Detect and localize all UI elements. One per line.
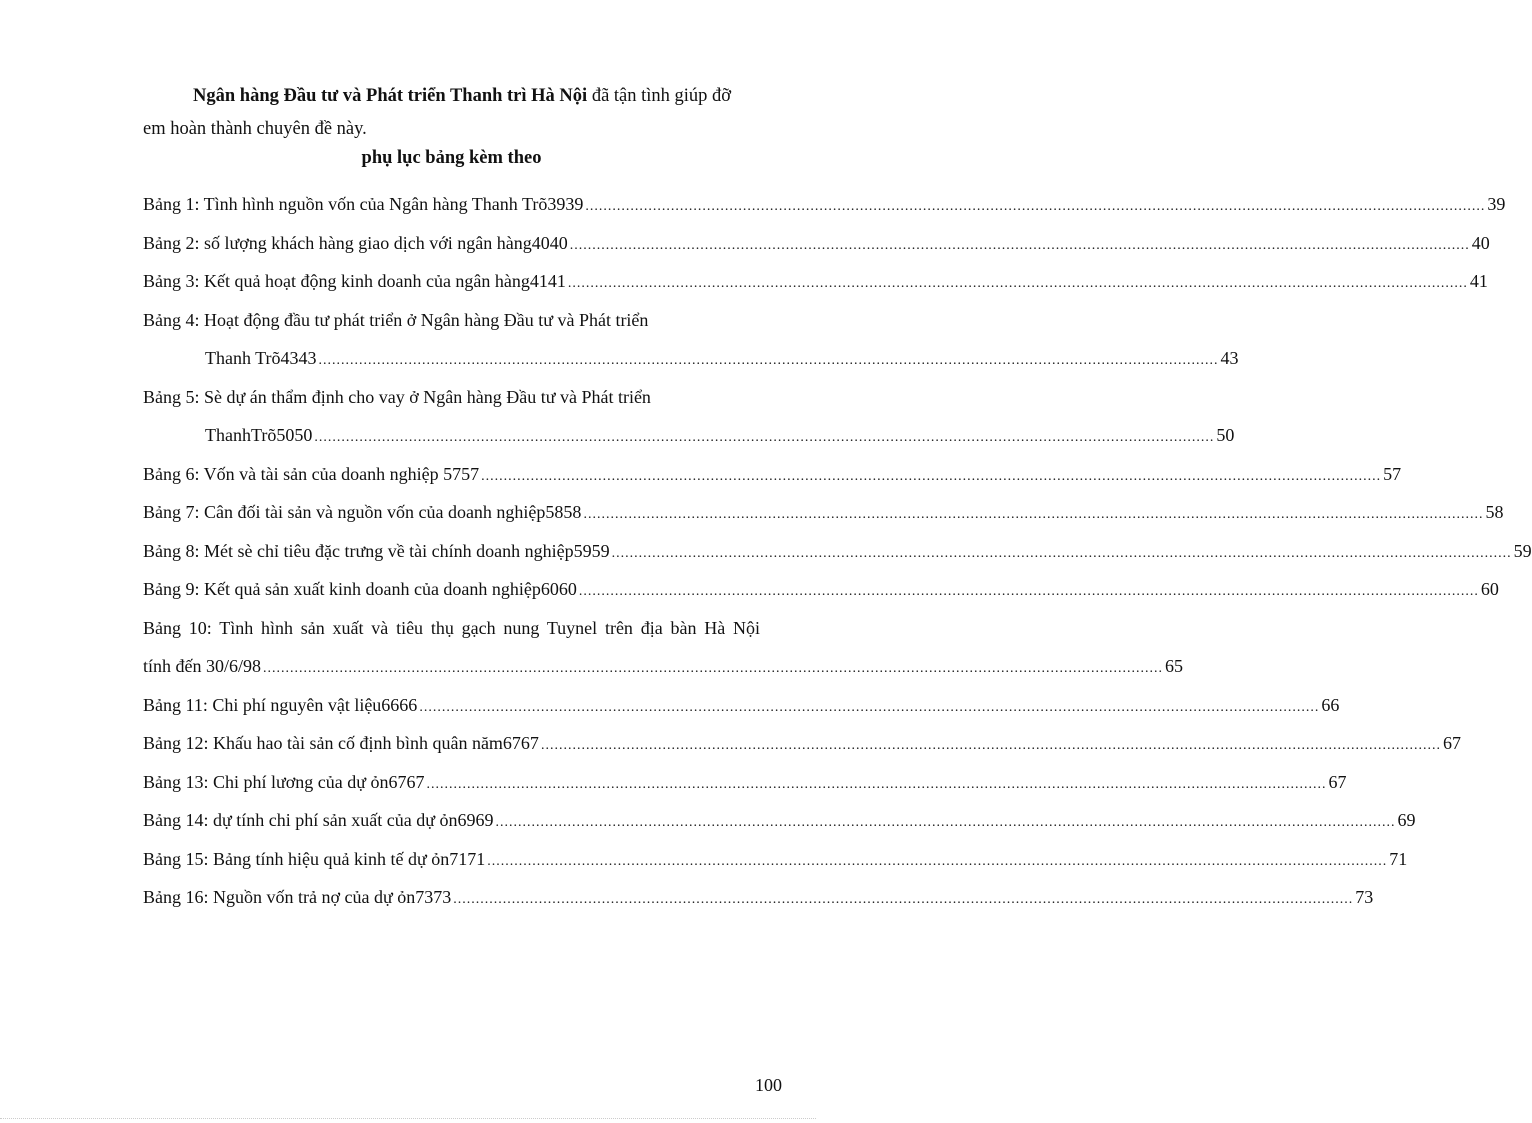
table-list-item-page: 50 [1216, 425, 1235, 445]
table-list-item [143, 339, 1239, 378]
table-list-item [143, 224, 1490, 263]
table-list-item [143, 763, 1347, 802]
table-list-item-page: 43 [1220, 348, 1239, 368]
table-list-item-label: Bảng 10: Tình hình sản xuất và tiêu thụ gạch nung Tuynel trên địa bàn Hà Nội [143, 617, 760, 638]
table-list-item-label: Bảng 13: Chi phí lương của dự ỏn6767 [143, 771, 425, 792]
leader-dots: ........................................................................................................................................................................................................ [263, 661, 1163, 676]
table-list-item-page: 66 [1321, 694, 1340, 715]
table-list-item-label: Bảng 15: Bảng tính hiệu quả kinh tế dự ỏn7171 [143, 848, 486, 869]
table-list-item-page: 39 [1487, 194, 1506, 214]
table-list-item [143, 686, 1340, 725]
leader-dots: ........................................................................................................................................................................................................ [578, 584, 1479, 599]
page-number: 100 [755, 1075, 782, 1095]
table-list-item-page: 59 [1513, 540, 1532, 561]
table-list-item-label: ThanhTrõ5050 [205, 425, 313, 445]
leader-dots: ........................................................................................................................................................................................................ [585, 199, 1486, 214]
table-list-item-label: Bảng 8: Mét sè chỉ tiêu đặc trưng về tài chính doanh nghiệp5959 [143, 540, 610, 561]
table-list-item [143, 878, 1374, 917]
leader-dots: ........................................................................................................................................................................................................ [569, 237, 1470, 253]
leader-dots: ........................................................................................................................................................................................................ [314, 430, 1215, 445]
table-list-item [143, 416, 1235, 455]
table-list-item-page: 40 [1471, 232, 1490, 253]
table-list-item-label: Bảng 16: Nguồn vốn trả nợ của dự ỏn7373 [143, 887, 452, 907]
table-list-item [143, 455, 1402, 494]
intro-line-1 [143, 80, 760, 113]
leader-dots: ........................................................................................................................................................................................................ [611, 545, 1512, 561]
leader-dots: ........................................................................................................................................................................................................ [318, 353, 1219, 368]
leader-dots: ........................................................................................................................................................................................................ [495, 815, 1396, 830]
table-list-item-label: Thanh Trõ4343 [205, 348, 317, 368]
table-list-item-label: Bảng 4: Hoạt động đầu tư phát triển ở Ngân hàng Đầu tư và Phát triển [143, 309, 649, 330]
table-list-item-page: 67 [1442, 733, 1461, 753]
table-list-item-page: 73 [1355, 887, 1374, 907]
leader-dots: ........................................................................................................................................................................................................ [540, 738, 1441, 753]
table-list-item-label: Bảng 9: Kết quả sản xuất kinh doanh của doanh nghiệp6060 [143, 579, 577, 599]
leader-dots: ........................................................................................................................................................................................................ [426, 776, 1327, 792]
table-list-item [143, 262, 1488, 301]
table-list-item [143, 724, 1461, 763]
table-list-item-label: Bảng 1: Tình hình nguồn vốn của Ngân hàng Thanh Trõ3939 [143, 194, 584, 214]
table-list [143, 185, 1532, 917]
intro-line-2: em hoàn thành chuyên đề này. [143, 119, 367, 139]
intro-line-1-rest: đã tận tình giúp đỡ [587, 86, 732, 106]
table-list-item-page: 71 [1389, 848, 1408, 869]
table-list-item [143, 378, 739, 417]
table-list-item [143, 647, 1183, 686]
table-list-item [143, 801, 1416, 840]
table-list-item-label: tính đến 30/6/98 [143, 656, 261, 676]
leader-dots: ........................................................................................................................................................................................................ [419, 699, 1320, 715]
table-list-item [143, 493, 1504, 532]
table-list-item-page: 69 [1397, 810, 1416, 830]
table-list-item [143, 840, 1408, 879]
leader-dots: ........................................................................................................................................................................................................ [481, 468, 1382, 484]
table-list-item-page: 60 [1480, 579, 1499, 599]
table-list-item [143, 185, 1506, 224]
table-list-item-label: Bảng 7: Cân đối tài sản và nguồn vốn của doanh nghiệp5858 [143, 502, 582, 522]
table-list-item-label: Bảng 3: Kết quả hoạt động kinh doanh của ngân hàng4141 [143, 271, 566, 291]
leader-dots: ........................................................................................................................................................................................................ [567, 276, 1468, 291]
table-list-item-label: Bảng 6: Vốn và tài sản của doanh nghiệp 5757 [143, 463, 480, 484]
leader-dots: ........................................................................................................................................................................................................ [487, 853, 1388, 869]
table-list-item [143, 609, 760, 648]
table-list-item-page: 57 [1383, 463, 1402, 484]
leader-dots: ........................................................................................................................................................................................................ [583, 507, 1484, 522]
table-list-item-page: 67 [1328, 771, 1347, 792]
table-list-item-page: 41 [1469, 271, 1488, 291]
leader-dots: ........................................................................................................................................................................................................ [453, 892, 1354, 907]
table-list-item-page: 58 [1485, 502, 1504, 522]
table-list-item-label: Bảng 11: Chi phí nguyên vật liệu6666 [143, 694, 418, 715]
intro-paragraph [143, 80, 760, 146]
table-list-item [143, 570, 1499, 609]
appendix-heading: phụ lục bảng kèm theo [361, 148, 542, 168]
table-list-item-page: 65 [1165, 656, 1183, 676]
table-list-item-label: Bảng 2: số lượng khách hàng giao dịch với ngân hàng4040 [143, 232, 568, 253]
table-list-item-label: Bảng 5: Sè dự án thẩm định cho vay ở Ngân hàng Đầu tư và Phát triển [143, 386, 651, 407]
table-list-item-label: Bảng 12: Khấu hao tài sản cố định bình quân năm6767 [143, 733, 539, 753]
table-list-item [143, 301, 739, 340]
table-list-item-label: Bảng 14: dự tính chi phí sản xuất của dự ỏn6969 [143, 810, 494, 830]
table-list-item [143, 532, 1532, 571]
footer-divider [0, 1118, 816, 1120]
bank-name: Ngân hàng Đầu tư và Phát triển Thanh trì Hà Nội [193, 86, 588, 106]
